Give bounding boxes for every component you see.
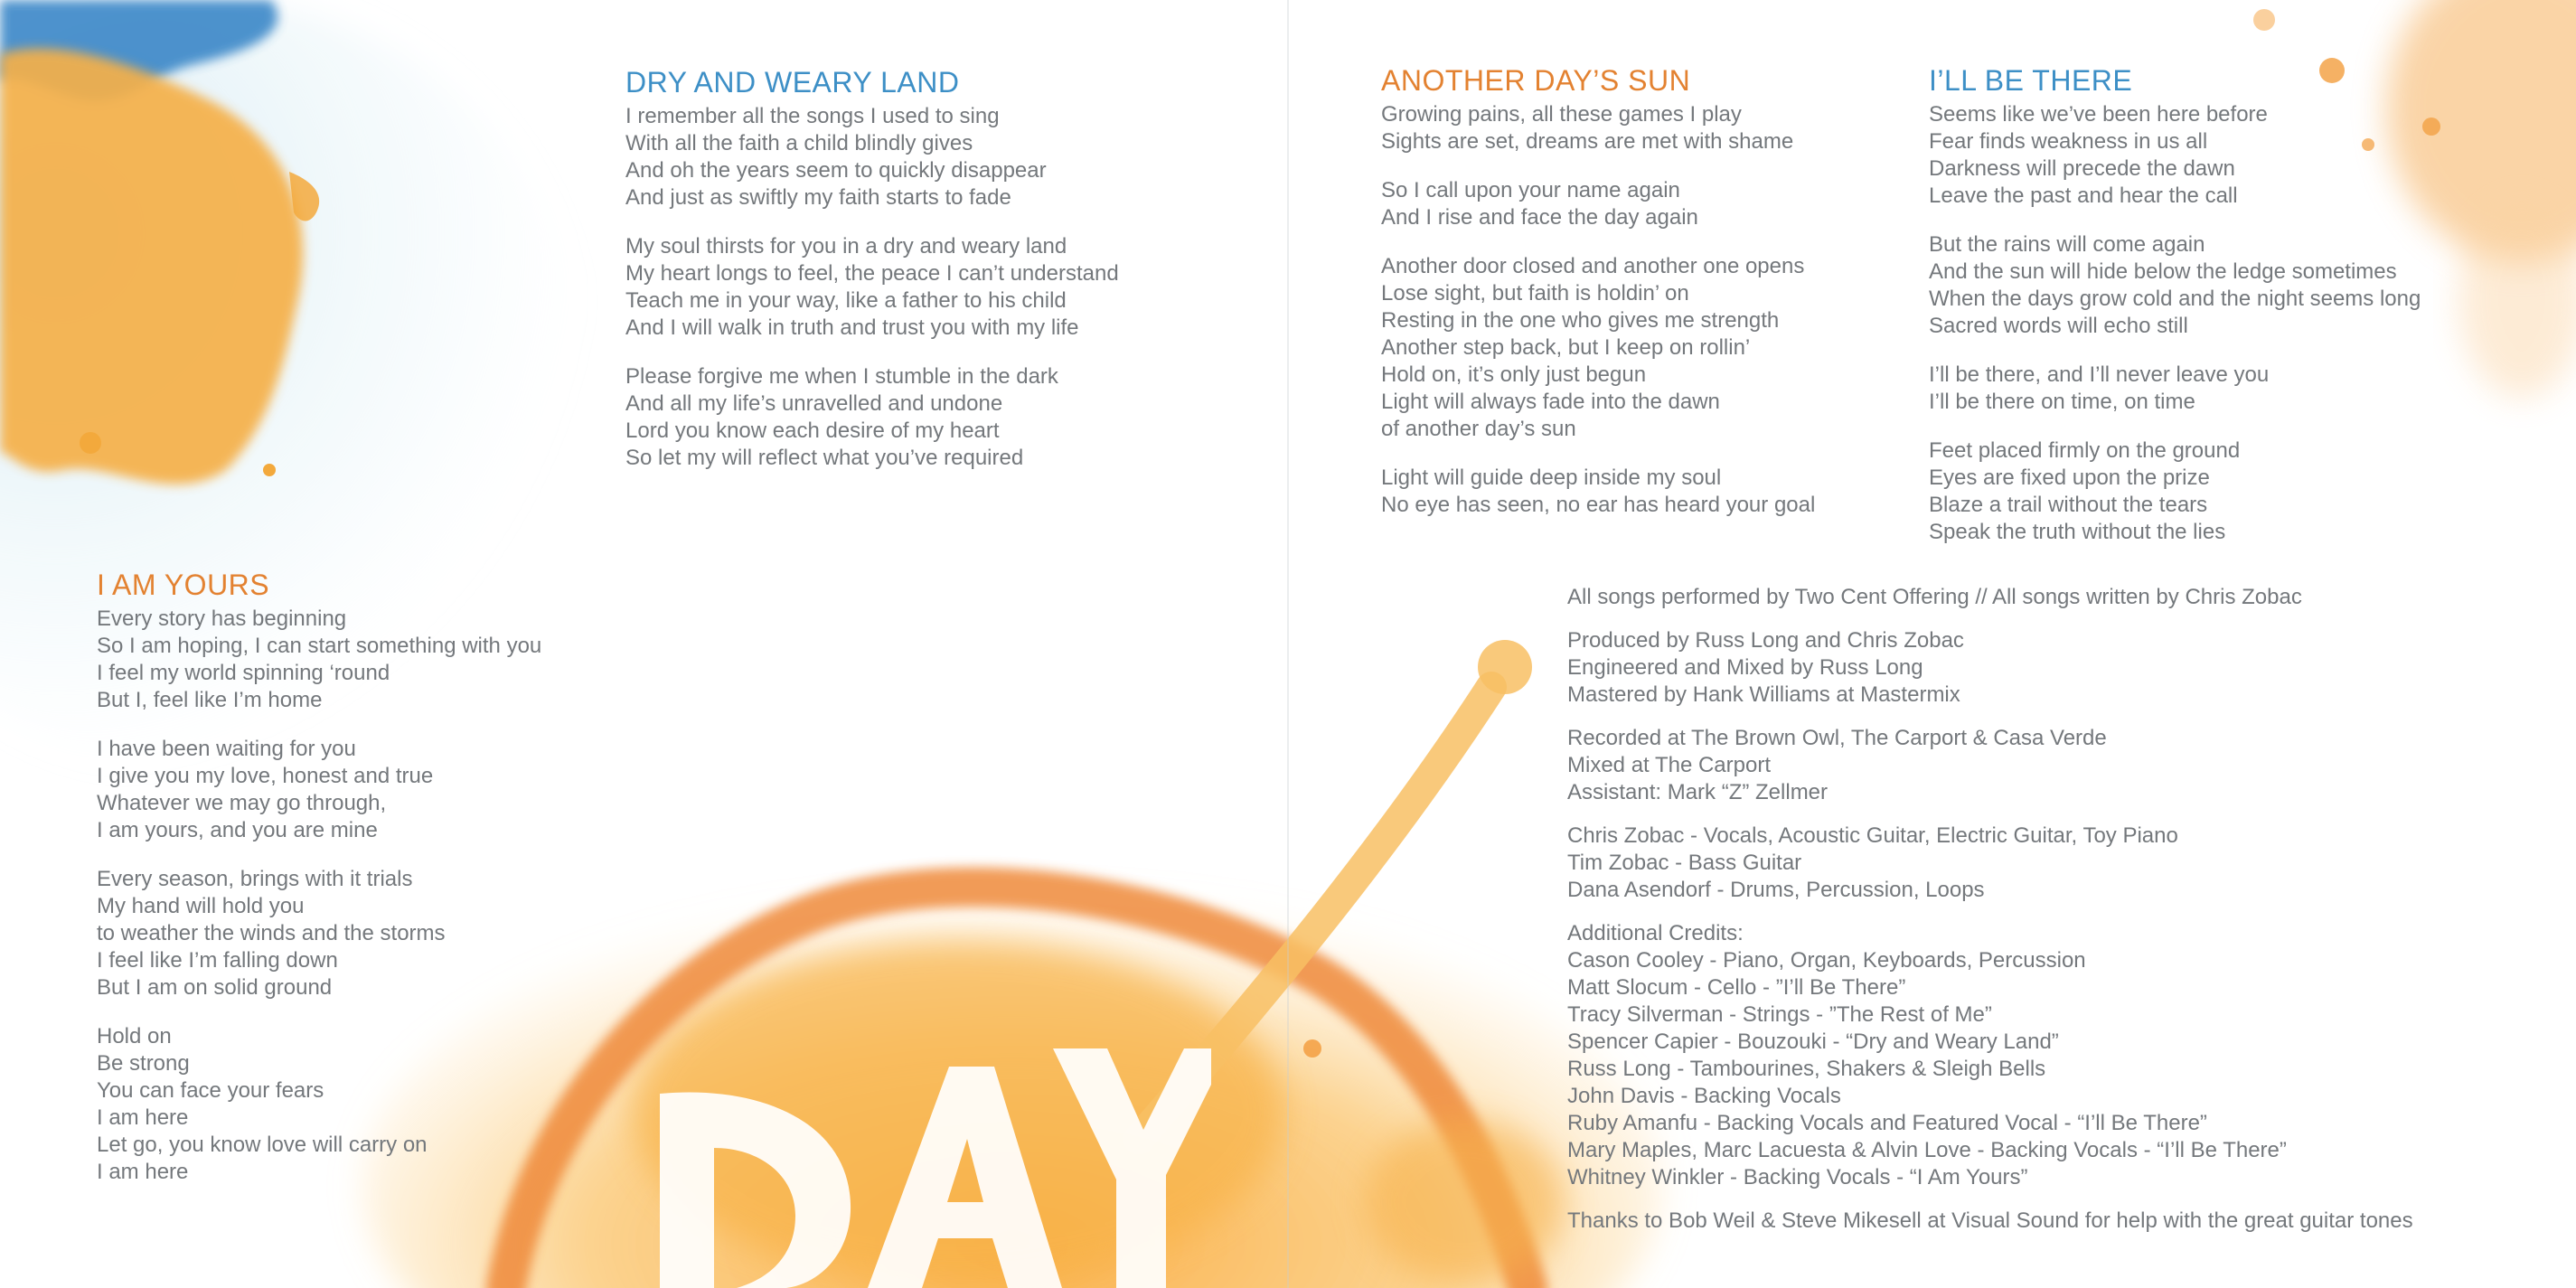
lyric-line: I’ll be there, and I’ll never leave you [1929, 362, 2270, 387]
stanza [625, 103, 1119, 212]
lyric-line: You can face your fears [97, 1078, 324, 1103]
lyric-line: Seems like we’ve been here before [1929, 102, 2268, 127]
stanza [1381, 101, 1815, 155]
song-ill-be-there [1929, 63, 2421, 568]
lyric-line: Every season, brings with it trials [97, 867, 413, 891]
center-fold [1287, 0, 1289, 1288]
lyric-line: I am here [97, 1105, 189, 1130]
song-title: I’LL BE THERE [1929, 64, 2133, 97]
credit-line: Additional Credits: [1567, 921, 1744, 945]
credit-line: Produced by Russ Long and Chris Zobac [1567, 628, 1964, 653]
credit-line: All songs performed by Two Cent Offering // All songs written by Chris Zobac [1567, 585, 2302, 609]
stanza [625, 363, 1119, 472]
lyric-line: Lord you know each desire of my heart [625, 418, 1000, 443]
credits-group [1567, 627, 2413, 709]
stanza [1929, 231, 2421, 340]
lyric-line: Light will guide deep inside my soul [1381, 465, 1722, 490]
lyric-line: My hand will hold you [97, 894, 305, 918]
lyric-line: Let go, you know love will carry on [97, 1133, 428, 1157]
credit-line: Engineered and Mixed by Russ Long [1567, 655, 1923, 680]
lyric-line: And all my life’s unravelled and undone [625, 391, 1003, 416]
credits-group [1567, 584, 2413, 611]
credit-line: Assistant: Mark “Z” Zellmer [1567, 780, 1829, 804]
credit-line: Thanks to Bob Weil & Steve Mikesell at Visual Sound for help with the great guitar tones [1567, 1208, 2413, 1233]
credit-line: Tim Zobac - Bass Guitar [1567, 851, 1802, 875]
lyric-line: Whatever we may go through, [97, 791, 387, 815]
song-another-days-sun [1381, 63, 1815, 541]
lyric-line: My soul thirsts for you in a dry and weary land [625, 234, 1067, 259]
credit-line: Recorded at The Brown Owl, The Carport & Casa Verde [1567, 726, 2107, 750]
lyric-line: And I rise and face the day again [1381, 205, 1698, 230]
lyric-line: And I will walk in truth and trust you with my life [625, 315, 1079, 340]
lyric-line: Leave the past and hear the call [1929, 183, 2238, 208]
stanza [97, 1023, 541, 1186]
lyric-line: But the rains will come again [1929, 232, 2205, 257]
credit-line: Whitney Winkler - Backing Vocals - “I Am Yours” [1567, 1165, 2028, 1189]
song-title: I AM YOURS [97, 569, 270, 601]
lyric-line: So let my will reflect what you’ve required [625, 446, 1024, 470]
credit-line: Cason Cooley - Piano, Organ, Keyboards, Percussion [1567, 948, 2086, 973]
lyric-line: I feel my world spinning ‘round [97, 661, 390, 685]
song-dry-and-weary-land [625, 65, 1119, 494]
lyric-line: Light will always fade into the dawn [1381, 390, 1720, 414]
lyric-line: I give you my love, honest and true [97, 764, 434, 788]
stanza [1381, 465, 1815, 519]
credit-line: Mastered by Hank Williams at Mastermix [1567, 682, 1960, 707]
credit-line: Mary Maples, Marc Lacuesta & Alvin Love - Backing Vocals - “I’ll Be There” [1567, 1138, 2287, 1162]
lyric-line: I am yours, and you are mine [97, 818, 378, 842]
lyric-line: Lose sight, but faith is holdin’ on [1381, 281, 1689, 306]
lyric-line: When the days grow cold and the night seems long [1929, 287, 2421, 311]
lyric-line: Speak the truth without the lies [1929, 520, 2226, 544]
lyric-line: Resting in the one who gives me strength [1381, 308, 1780, 333]
stanza [1929, 101, 2421, 210]
lyric-line: Blaze a trail without the tears [1929, 493, 2208, 517]
lyric-line: Please forgive me when I stumble in the dark [625, 364, 1058, 389]
lyric-line: Darkness will precede the dawn [1929, 156, 2235, 181]
stanza [97, 866, 541, 1001]
lyric-line: Sacred words will echo still [1929, 314, 2188, 338]
lyric-line: Eyes are fixed upon the prize [1929, 465, 2210, 490]
lyric-line: And the sun will hide below the ledge sometimes [1929, 259, 2397, 284]
stanza [97, 606, 541, 714]
credits-group [1567, 725, 2413, 806]
stanza [1381, 253, 1815, 443]
lyric-line: But I am on solid ground [97, 975, 333, 1000]
stanza [1929, 437, 2421, 546]
lyric-line: to weather the winds and the storms [97, 921, 446, 945]
lyric-line: I feel like I’m falling down [97, 948, 338, 973]
lyric-line: And oh the years seem to quickly disappear [625, 158, 1047, 183]
lyric-line: My heart longs to feel, the peace I can’t understand [625, 261, 1119, 286]
day-title-lettering [651, 1021, 1211, 1288]
lyric-line: Another door closed and another one opens [1381, 254, 1805, 278]
lyric-line: of another day’s sun [1381, 417, 1576, 441]
credit-line: Dana Asendorf - Drums, Percussion, Loops [1567, 878, 1985, 902]
credits-group [1567, 1208, 2413, 1235]
credit-line: Tracy Silverman - Strings - ”The Rest of Me” [1567, 1002, 1992, 1027]
stanza [97, 736, 541, 844]
lyric-line: I remember all the songs I used to sing [625, 104, 1000, 128]
stanza [1929, 362, 2421, 416]
credits-group [1567, 823, 2413, 904]
lyric-line: Be strong [97, 1051, 190, 1076]
song-title: DRY AND WEARY LAND [625, 66, 960, 99]
lyric-line: Feet placed firmly on the ground [1929, 438, 2241, 463]
lyric-line: With all the faith a child blindly gives [625, 131, 973, 155]
credit-line: Mixed at The Carport [1567, 753, 1771, 777]
lyric-line: And just as swiftly my faith starts to fade [625, 185, 1011, 210]
credit-line: Russ Long - Tambourines, Shakers & Sleigh Bells [1567, 1057, 2046, 1081]
lyric-line: Another step back, but I keep on rollin’ [1381, 335, 1751, 360]
lyric-line: Hold on [97, 1024, 172, 1048]
stanza [625, 233, 1119, 342]
lyric-line: So I call upon your name again [1381, 178, 1680, 202]
stanza [1381, 177, 1815, 231]
lyric-line: No eye has seen, no ear has heard your goal [1381, 493, 1816, 517]
lyric-line: I’ll be there on time, on time [1929, 390, 2195, 414]
lyric-line: So I am hoping, I can start something with you [97, 634, 542, 658]
credit-line: John Davis - Backing Vocals [1567, 1084, 1841, 1108]
lyric-line: Teach me in your way, like a father to his child [625, 288, 1067, 313]
lyric-line: But I, feel like I’m home [97, 688, 323, 712]
album-credits [1567, 584, 2413, 1251]
lyric-line: Growing pains, all these games I play [1381, 102, 1742, 127]
lyric-line: Hold on, it’s only just begun [1381, 362, 1647, 387]
credit-line: Chris Zobac - Vocals, Acoustic Guitar, Electric Guitar, Toy Piano [1567, 823, 2178, 848]
lyric-line: I have been waiting for you [97, 737, 356, 761]
lyric-line: I am here [97, 1160, 189, 1184]
lyric-line: Sights are set, dreams are met with shame [1381, 129, 1794, 154]
lyric-line: Every story has beginning [97, 606, 347, 631]
credit-line: Ruby Amanfu - Backing Vocals and Featured Vocal - “I’ll Be There” [1567, 1111, 2207, 1135]
credit-line: Matt Slocum - Cello - ”I’ll Be There” [1567, 975, 1906, 1000]
credit-line: Spencer Capier - Bouzouki - “Dry and Weary Land” [1567, 1029, 2059, 1054]
lyric-line: Fear finds weakness in us all [1929, 129, 2208, 154]
song-i-am-yours [97, 568, 541, 1208]
credits-group [1567, 920, 2413, 1191]
song-title: ANOTHER DAY’S SUN [1381, 64, 1691, 97]
